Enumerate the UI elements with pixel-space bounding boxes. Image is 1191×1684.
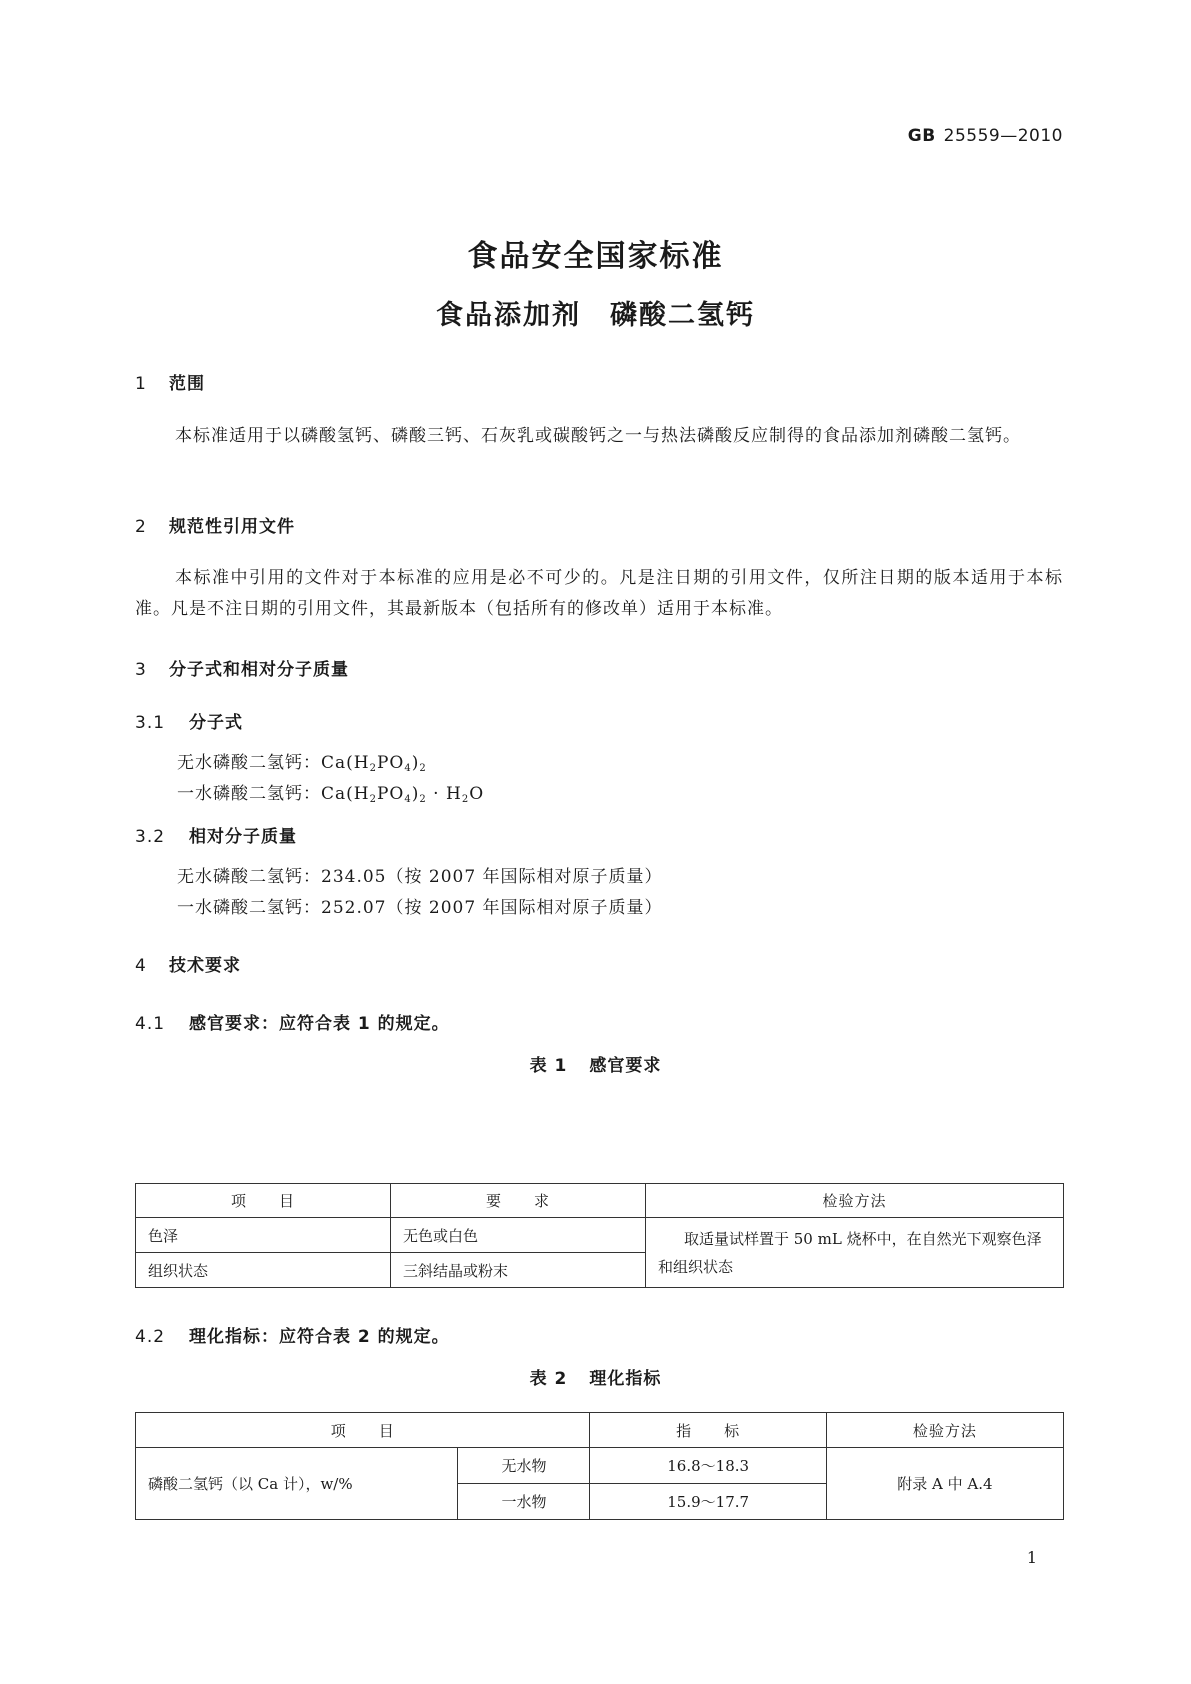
section-1-body: 本标准适用于以磷酸氢钙、磷酸三钙、石灰乳或碳酸钙之一与热法磷酸反应制得的食品添加剂磷酸二氢钙。 (175, 426, 1021, 446)
sensory-requirements-table (135, 1183, 1064, 1288)
cell-item: 色泽 (136, 1218, 391, 1253)
cell-subitem: 无水物 (458, 1448, 590, 1484)
cell-requirement: 三斜结晶或粉末 (391, 1253, 646, 1288)
section-4-2-heading: 4.2 理化指标：应符合表 2 的规定。 (135, 1327, 450, 1347)
table-header-row (136, 1413, 1064, 1448)
section-3-heading: 3 分子式和相对分子质量 (135, 660, 349, 680)
cell-test-method: 附录 A 中 A.4 (826, 1448, 1063, 1520)
cell-item: 组织状态 (136, 1253, 391, 1288)
cell-value: 15.9～17.7 (590, 1484, 826, 1520)
section-2-heading: 2 规范性引用文件 (135, 517, 295, 537)
table-2-caption: 表 2 理化指标 (529, 1369, 662, 1389)
header-indicator: 指 标 (590, 1413, 826, 1448)
cell-item: 磷酸二氢钙（以 Ca 计），w/% (136, 1448, 458, 1520)
section-3-1-heading: 3.1 分子式 (135, 713, 243, 733)
mass-anhydrous: 无水磷酸二氢钙：234.05（按 2007 年国际相对原子质量） (177, 867, 663, 887)
cell-test-method: 取适量试样置于 50 mL 烧杯中，在自然光下观察色泽和组织状态 (646, 1218, 1064, 1288)
table-row (136, 1218, 1064, 1253)
formula-anhydrous: 无水磷酸二氢钙：$Ca(H_2PO_4)_2$ (177, 753, 427, 774)
cell-value: 16.8～18.3 (590, 1448, 826, 1484)
header-item: 项 目 (136, 1184, 391, 1218)
header-test-method: 检验方法 (646, 1184, 1064, 1218)
table-row (136, 1448, 1064, 1484)
page-number: 1 (1026, 1548, 1037, 1567)
section-3-2-heading: 3.2 相对分子质量 (135, 827, 297, 847)
cell-subitem: 一水物 (458, 1484, 590, 1520)
section-4-heading: 4 技术要求 (135, 956, 241, 976)
section-1-heading: 1 范围 (135, 374, 205, 394)
standard-number: 25559—2010 (943, 126, 1063, 146)
header-requirement: 要 求 (391, 1184, 646, 1218)
formula-monohydrate: 一水磷酸二氢钙：$Ca(H_2PO_4)_2 \cdot H_2O$ (177, 784, 485, 805)
table-header-row (136, 1184, 1064, 1218)
header-test-method: 检验方法 (826, 1413, 1063, 1448)
mass-monohydrate: 一水磷酸二氢钙：252.07（按 2007 年国际相对原子质量） (177, 898, 663, 918)
section-2-body: 本标准中引用的文件对于本标准的应用是必不可少的。凡是注日期的引用文件，仅所注日期的版本适用于本标准。凡是不注日期的引用文件，其最新版本（包括所有的修改单）适用于本标准。 (135, 568, 1063, 619)
cell-requirement: 无色或白色 (391, 1218, 646, 1253)
section-4-1-heading: 4.1 感官要求：应符合表 1 的规定。 (135, 1014, 450, 1034)
physicochemical-indicators-table (135, 1412, 1064, 1520)
standard-code (908, 126, 1063, 146)
document-subtitle: 食品添加剂 磷酸二氢钙 (436, 300, 755, 331)
table-1-caption: 表 1 感官要求 (529, 1056, 662, 1076)
header-item: 项 目 (136, 1413, 590, 1448)
standard-prefix: GB (907, 126, 936, 146)
document-title: 食品安全国家标准 (467, 239, 724, 274)
